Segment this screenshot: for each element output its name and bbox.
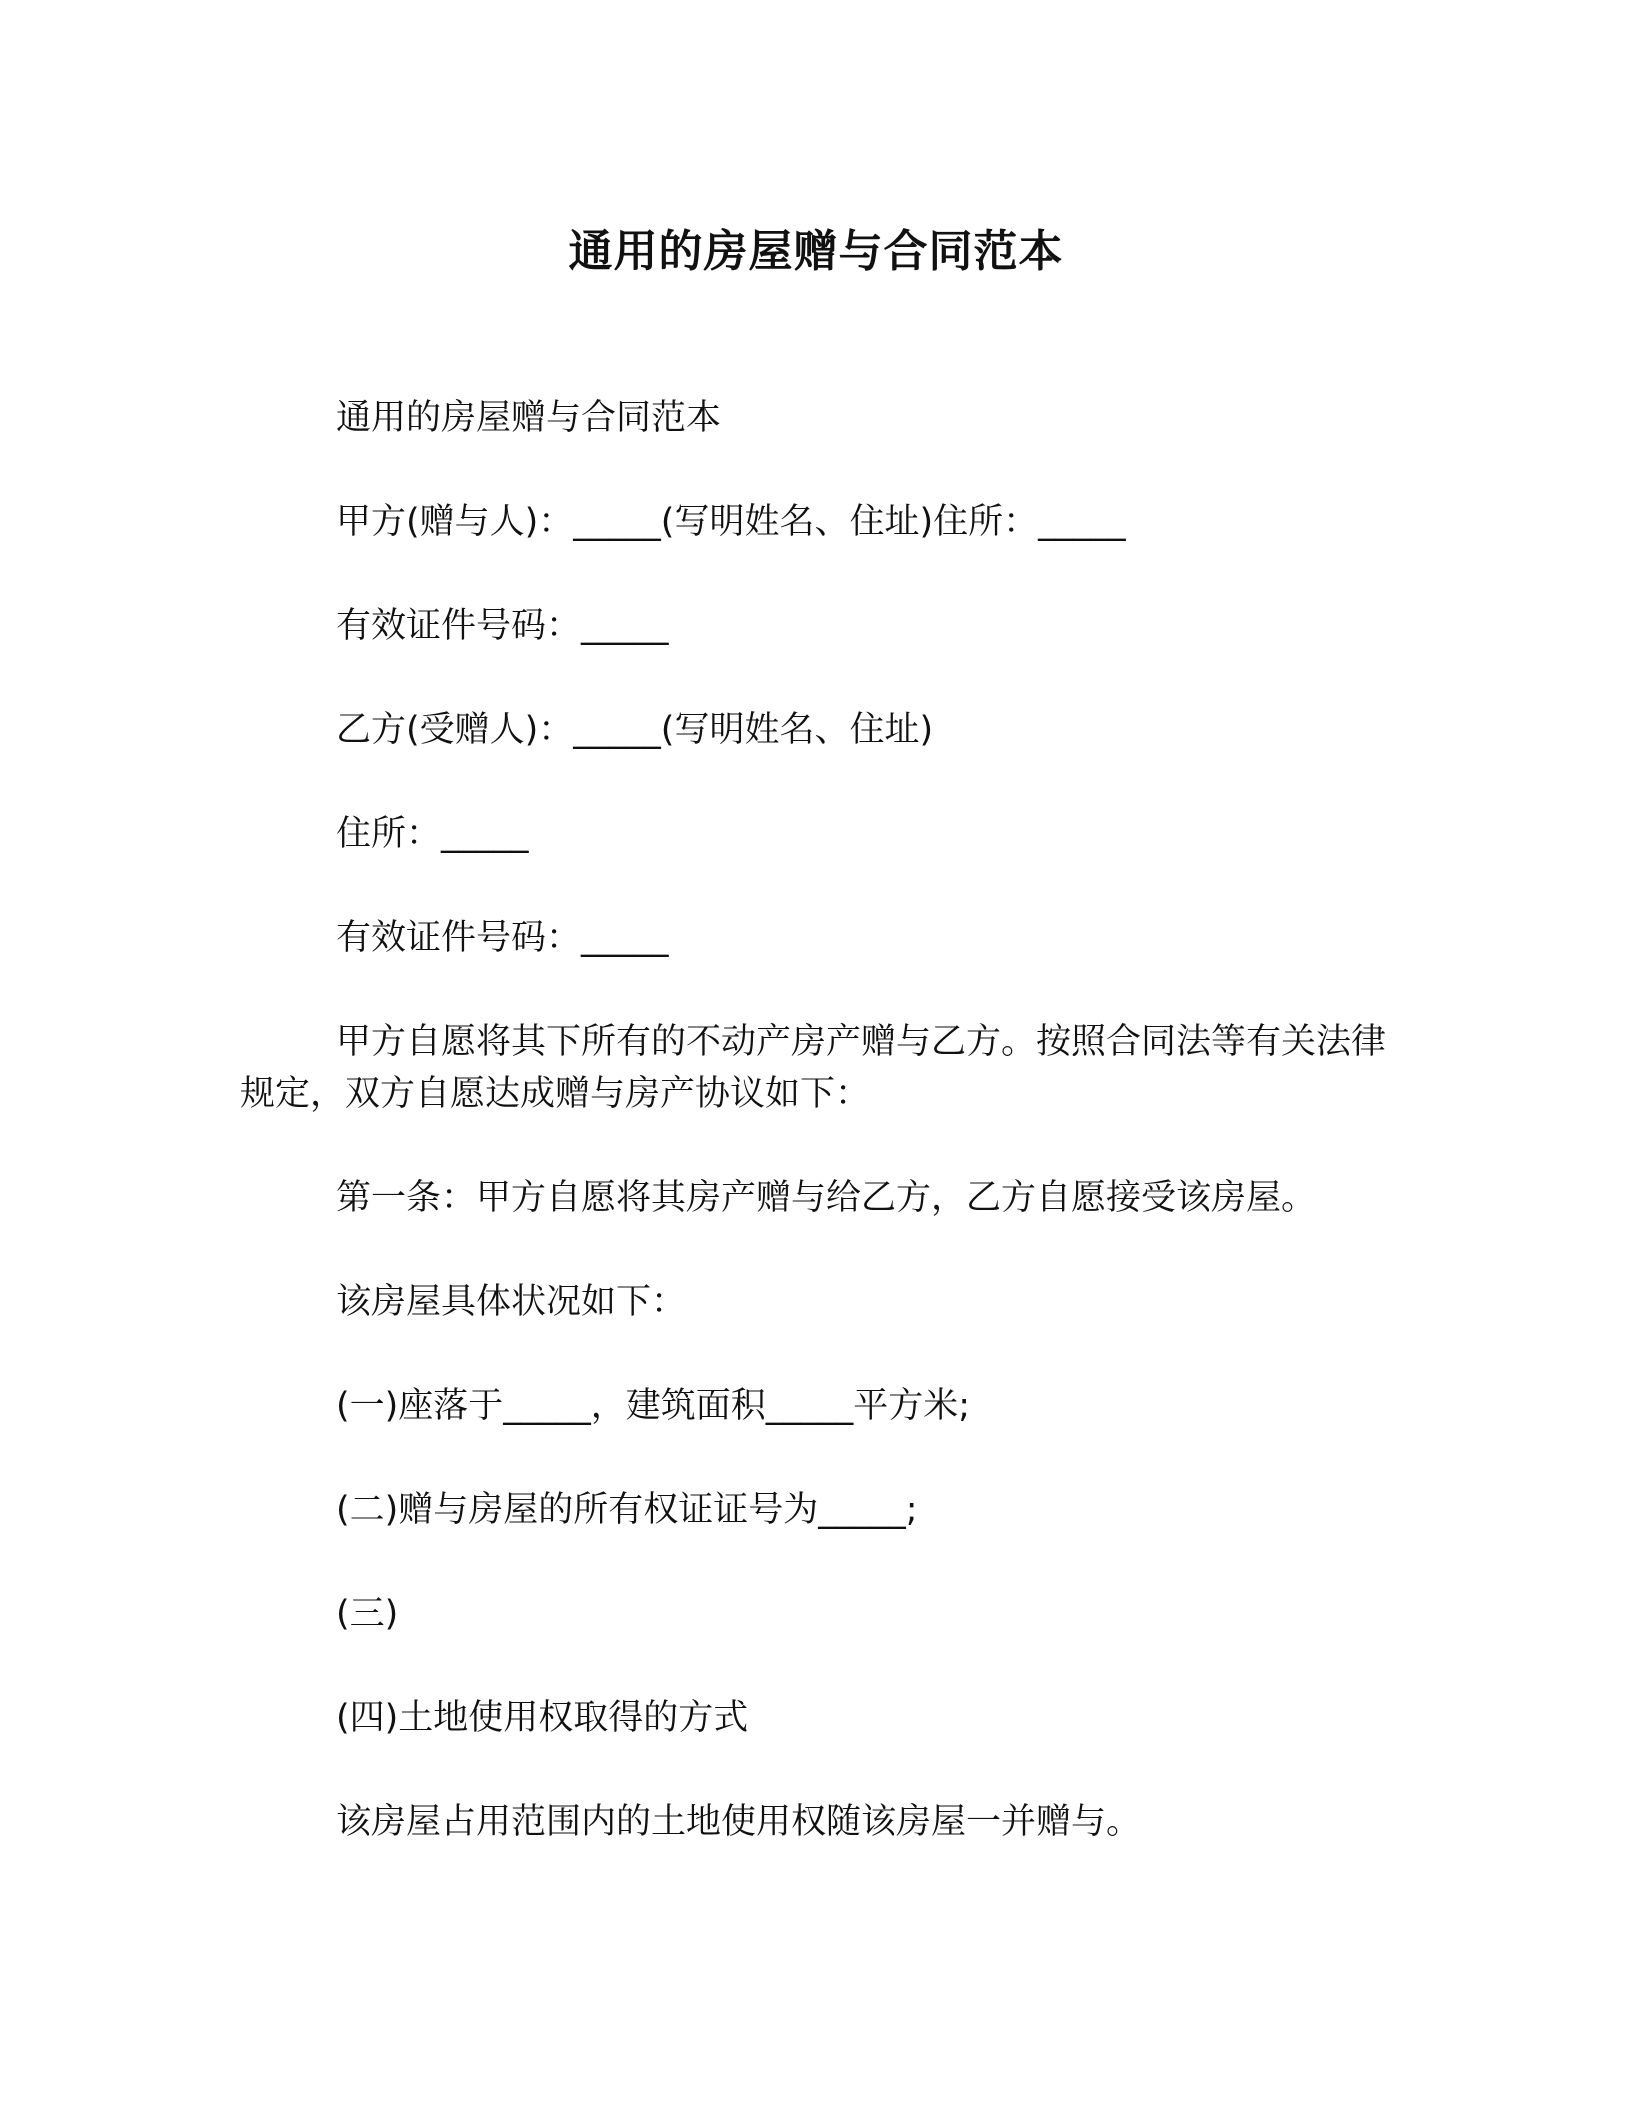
document-body [240, 392, 1392, 1848]
paragraph-article-1: 第一条：甲方自愿将其房产赠与给乙方，乙方自愿接受该房屋。 [336, 1178, 1317, 1218]
paragraph-party-a: 甲方(赠与人)：_____(写明姓名、住址)住所：_____ [336, 502, 1126, 542]
paragraph-item-3: (三) [336, 1594, 399, 1634]
paragraph-party-b: 乙方(受赠人)：_____(写明姓名、住址) [336, 710, 934, 750]
paragraph-party-a-id: 有效证件号码：_____ [336, 606, 669, 646]
paragraph-house-status: 该房屋具体状况如下： [336, 1282, 687, 1322]
paragraph-item-1: (一)座落于_____，建筑面积_____平方米; [336, 1386, 971, 1426]
paragraph-party-b-address: 住所：_____ [336, 814, 529, 854]
paragraph-party-b-id: 有效证件号码：_____ [336, 918, 669, 958]
paragraph-item-2: (二)赠与房屋的所有权证证号为_____; [336, 1490, 918, 1530]
paragraph-subtitle: 通用的房屋赠与合同范本 [336, 398, 722, 438]
paragraph-intro: 甲方自愿将其下所有的不动产房产赠与乙方。按照合同法等有关法律规定，双方自愿达成赠与房产协议如下： [240, 1022, 1387, 1114]
paragraph-land-use: 该房屋占用范围内的土地使用权随该房屋一并赠与。 [336, 1802, 1142, 1842]
paragraph-item-4: (四)土地使用权取得的方式 [336, 1698, 749, 1738]
document-title: 通用的房屋赠与合同范本 [568, 226, 1064, 277]
